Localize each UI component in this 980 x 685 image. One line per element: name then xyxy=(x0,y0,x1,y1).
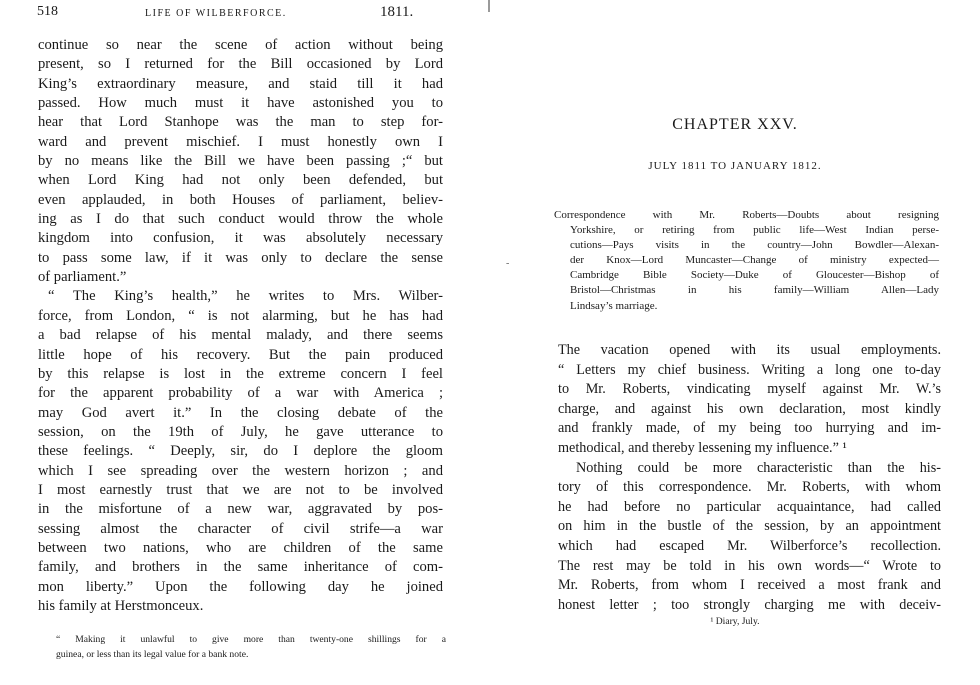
body-line: “ The King’s health,” he writes to Mrs. Wilber- xyxy=(48,288,443,305)
chapter-title: CHAPTER XXV. xyxy=(672,116,798,133)
body-line: to Mr. Roberts, vindicating myself against Mr. W.’s xyxy=(558,381,941,398)
margin-mark: - xyxy=(506,258,510,269)
body-line: hear that Lord Stanhope was the man to step for- xyxy=(38,114,443,131)
footnote: ¹ Diary, July. xyxy=(710,616,760,627)
body-line: he had before no particular acquaintance, had called xyxy=(558,498,941,515)
left-body-text xyxy=(38,36,443,616)
body-line: The rest may be told in his own words—“ Wrote to xyxy=(558,557,941,574)
body-line: Nothing could be more characteristic than the his- xyxy=(576,459,941,476)
body-line: honest letter ; too strongly charging me with deceiv- xyxy=(558,596,941,613)
body-line: which had escaped Mr. Wilberforce’s recollection. xyxy=(558,537,941,554)
body-line: between two nations, who are children of the same xyxy=(38,539,443,556)
body-line: “ Letters my chief business. Writing a long one to-day xyxy=(558,361,941,378)
body-line: family, and brothers in the same inheritance of com- xyxy=(38,559,443,576)
right-body-text xyxy=(558,341,941,615)
body-line: a bad relapse of his mental malady, and there seems xyxy=(38,327,443,344)
body-line: sessing almost the character of civil strife—a war xyxy=(38,520,443,537)
body-line: force, from London, “ is not alarming, but he has had xyxy=(38,307,443,324)
summary-line: Bristol—Christmas in his family—William Allen—Lady xyxy=(570,284,939,297)
body-line: to pass some law, if it was only to declare the sense xyxy=(38,249,443,266)
body-line: and frankly made, of my being too hurrying and im- xyxy=(558,420,941,437)
body-line: kingdom into confusion, it was absolutely necessary xyxy=(38,230,443,247)
body-line: charge, and against his own declaration, most kindly xyxy=(558,400,941,417)
right-page xyxy=(490,0,980,685)
body-line: when Lord King had not only been defended, but xyxy=(38,172,443,189)
body-line: of parliament.” xyxy=(38,269,127,286)
body-line: on him in the bustle of the session, by an appointment xyxy=(558,518,941,535)
summary-line: Lindsay’s marriage. xyxy=(570,299,658,312)
body-line: tory of this correspondence. Mr. Roberts, with whom xyxy=(558,479,941,496)
body-line: even applauded, in both Houses of parliament, believ- xyxy=(38,191,443,208)
body-line: Mr. Roberts, from whom I received a most frank and xyxy=(558,577,941,594)
body-line: mon liberty.” Upon the following day he joined xyxy=(38,578,443,595)
body-line: The vacation opened with its usual employments. xyxy=(558,342,941,358)
body-line: ing as I do that such conduct would throw the whole xyxy=(38,211,443,228)
footnote-line: “ Making it unlawful to give more than twenty-one shillings for a xyxy=(56,634,446,645)
body-line: little hope of his recovery. But the pain produced xyxy=(38,346,443,363)
body-line: by no means like the Bill we have been passing ;“ but xyxy=(38,153,443,170)
body-line: session, on the 19th of July, he gave utterance to xyxy=(38,423,443,440)
running-title: LIFE OF WILBERFORCE. xyxy=(145,8,287,19)
chapter-summary xyxy=(554,208,939,314)
body-line: I most earnestly trust that we are not to be involved xyxy=(38,481,443,498)
body-line: present, so I returned for the Bill occasioned by Lord xyxy=(38,56,443,73)
body-line: in the misfortune of a new war, aggravated by pos- xyxy=(38,501,443,518)
running-year: 1811. xyxy=(380,4,414,20)
summary-line: Correspondence with Mr. Roberts—Doubts about resigning xyxy=(554,209,939,221)
body-line: for the apparent probability of a war with America ; xyxy=(38,385,443,402)
summary-line: Cambridge Bible Society—Duke of Gloucester—Bishop of xyxy=(570,269,939,282)
summary-line: der Knox—Lord Muncaster—Change of ministry expected— xyxy=(570,254,939,267)
footnote-line: guinea, or less than its legal value for a bank note. xyxy=(56,649,249,660)
body-line: King’s extraordinary measure, and staid till it had xyxy=(38,75,443,92)
body-line: these feelings. “ Deeply, sir, do I deplore the gloom xyxy=(38,443,443,460)
body-line: by this relapse is lost in the extreme concern I feel xyxy=(38,365,443,382)
body-line: ward and prevent mischief. I must honestly own I xyxy=(38,133,443,150)
page-number: 518 xyxy=(37,4,58,19)
footnote xyxy=(56,632,446,662)
body-line: passed. How much must it have astonished you to xyxy=(38,95,443,112)
summary-line: cutions—Pays visits in the country—John Bowdler—Alexan- xyxy=(570,239,939,252)
body-line: his family at Herstmonceux. xyxy=(38,597,204,614)
body-line: which I see spreading over the western horizon ; and xyxy=(38,462,443,479)
body-line: continue so near the scene of action without being xyxy=(38,37,443,53)
chapter-dates: JULY 1811 TO JANUARY 1812. xyxy=(648,160,822,172)
body-line: methodical, and thereby lessening my influence.” ¹ xyxy=(558,439,847,456)
summary-line: Yorkshire, or retiring from public life—West Indian perse- xyxy=(570,224,939,237)
body-line: may God avert it.” In the closing debate of the xyxy=(38,404,443,421)
